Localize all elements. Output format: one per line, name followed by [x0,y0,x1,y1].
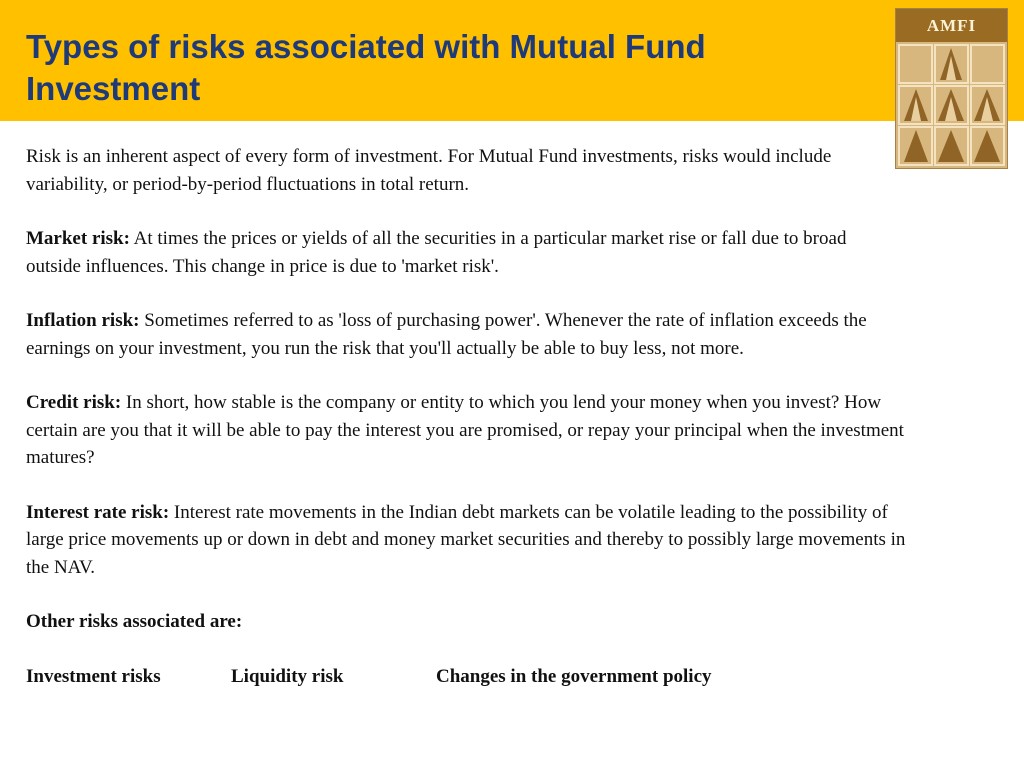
inflation-risk-paragraph [26,307,906,362]
logo-text: AMFI [896,9,1007,42]
credit-risk-paragraph [26,389,906,472]
interest-rate-risk-paragraph [26,499,906,582]
other-risk-investment: Investment risks [26,665,161,687]
market-risk-text: At times the prices or yields of all the securities in a particular market rise or fall due to broad outside influences. This change in price is due to 'market risk'. [26,228,847,277]
slide-body [26,143,906,690]
other-risk-liquidity: Liquidity risk [231,665,344,687]
interest-rate-risk-text: Interest rate movements in the Indian debt markets can be volatile leading to the possibility of large price movements up or down in debt and money market securities and thereby to possibly large movements in the NAV. [26,501,906,578]
market-risk-paragraph [26,225,906,280]
inflation-risk-term: Inflation risk: [26,310,140,331]
interest-rate-risk-term: Interest rate risk: [26,501,170,523]
credit-risk-term: Credit risk: [26,392,122,413]
market-risk-term: Market risk: [26,228,130,249]
amfi-logo [895,8,1008,169]
intro-paragraph: Risk is an inherent aspect of every form of investment. For Mutual Fund investments, risks would include variability, or period-by-period fluctuations in total return. [26,146,832,195]
other-risks-list [26,663,906,691]
credit-risk-text: In short, how stable is the company or entity to which you lend your money when you invest? How certain are you that it will be able to pay the interest you are promised, or repay your principal when the investment matures? [26,392,904,468]
inflation-risk-text: Sometimes referred to as 'loss of purchasing power'. Whenever the rate of inflation exceeds the earnings on your investment, you run the risk that you'll actually be able to buy less, not more. [26,310,867,359]
other-risks-heading: Other risks associated are: [26,611,243,632]
slide-title: Types of risks associated with Mutual Fund Investment [26,28,706,107]
pyramid-pattern-icon [896,42,1007,168]
other-risk-government-policy: Changes in the government policy [436,665,712,687]
